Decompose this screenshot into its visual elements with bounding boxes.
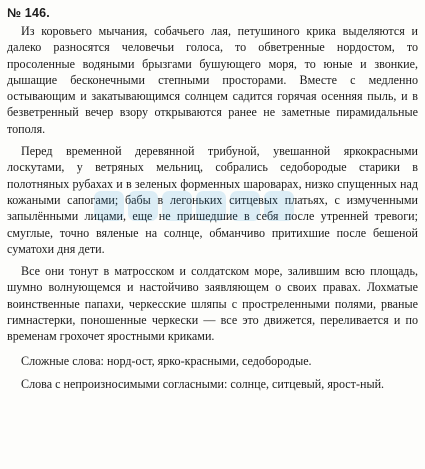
exercise-number: № 146. bbox=[7, 6, 50, 20]
paragraph-1: Из коровьего мычания, собачьего лая, петушиного крика выделяются и далеко разносятся человечьи голоса, то обветренные нордостом, то просоленные водяными брызгами бушующего моря, то юные и звонкие, дышащие бесконечными степными просторами. Вместе с медленно остывающим и закатывающимся солнцем садится горячая осенняя пыль, и в безветренный вечер взору открываются ранее не заметные пирамидальные тополя. bbox=[7, 24, 418, 136]
paragraph-2: Перед временной деревянной трибуной, увешанной яркокрасными лоскутами, у ветряных мельниц, собрались седобородые старики в полотняных рубахах и в зеленых форменных шароварах, низко спущенных над кожаными сапогами; бабы в легоньких ситцевых платьях, с измученными запылёнными лицами, еще не пришедшие в себя после утренней тревоги; смуглые, точно вяленые на солнце, обманчиво притихшие после бешеной суматохи дня дети. bbox=[7, 144, 418, 256]
compound-words-note: Сложные слова: норд-ост, ярко-красными, седобородые. bbox=[21, 353, 312, 368]
paragraph-3: Все они тонут в матросском и солдатском море, залившим всю площадь, шумно волнующемся и настойчиво заявляющем о своих правах. Лохматые воинственные папахи, черкесские шляпы с простреленными полями, рваные гимнастерки, поношенные черкески — все это движется, переливается и по временам грохочет яростными криками. bbox=[7, 264, 418, 344]
silent-consonants-note: Слова с непроизносимыми согласными: солнце, ситцевый, ярост-ный. bbox=[21, 376, 385, 391]
